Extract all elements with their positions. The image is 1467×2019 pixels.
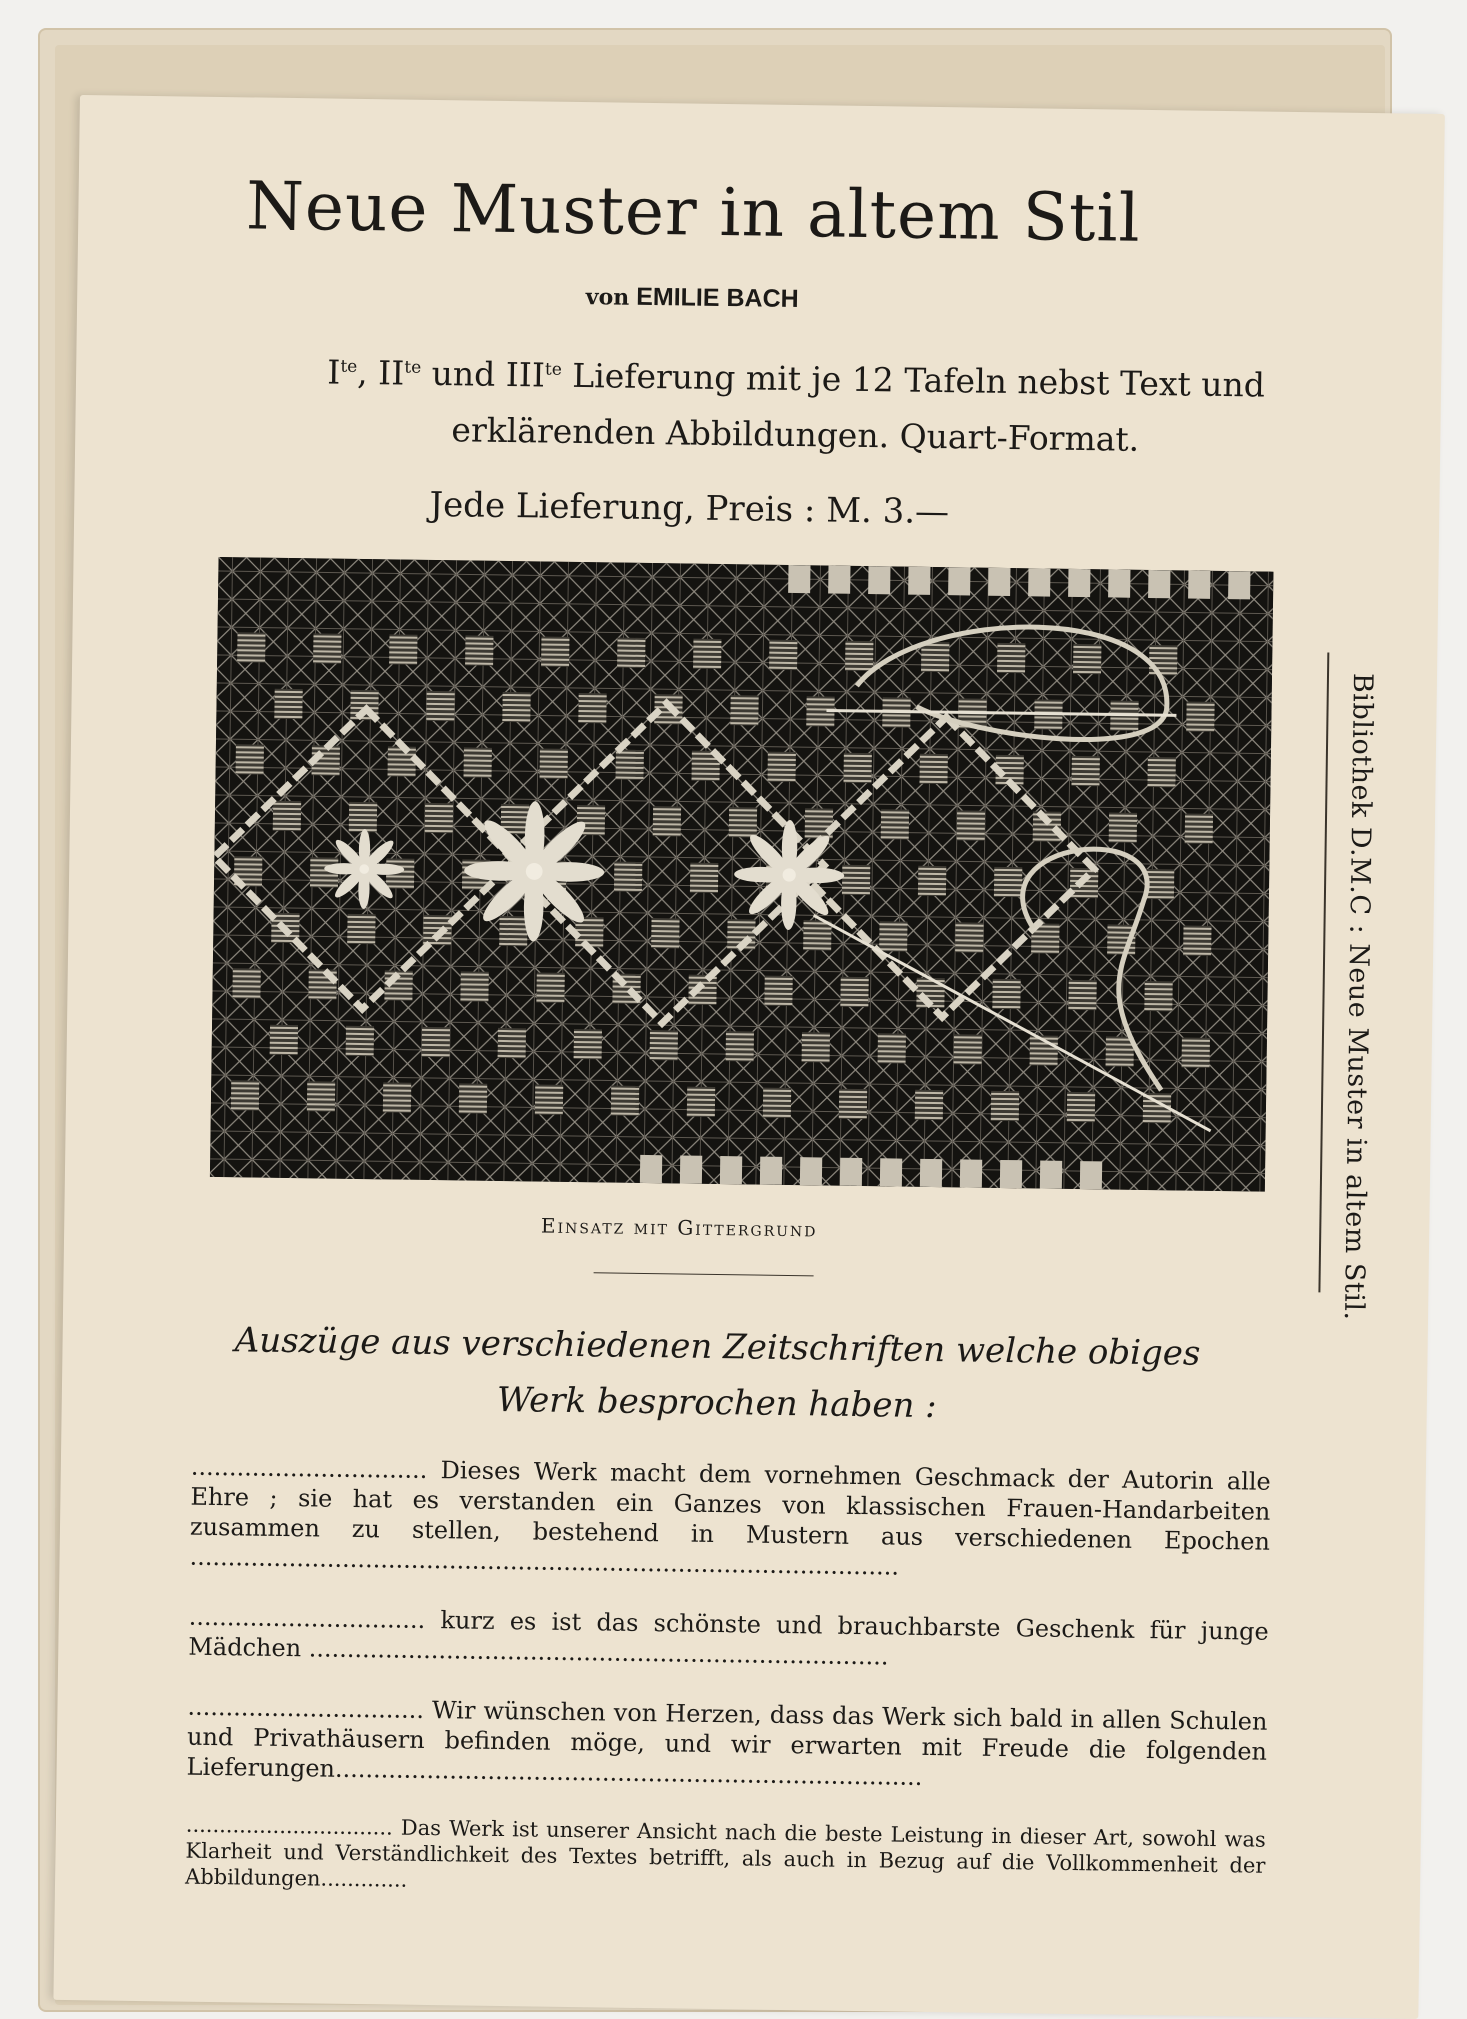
woven-block [687,1087,715,1117]
edge-block [948,567,970,595]
delivery-numeral-2: II [378,353,405,392]
woven-block [502,692,530,722]
woven-block [919,754,947,784]
woven-block [499,916,527,946]
edge-block [880,1158,902,1186]
woven-block [273,801,301,831]
woven-block [690,863,718,893]
woven-block [425,803,453,833]
woven-block [763,1088,791,1118]
edge-block [1228,571,1250,599]
woven-block [346,1026,374,1056]
woven-block [464,747,492,777]
woven-block [1186,702,1214,732]
side-running-title [1318,652,1389,1293]
woven-block [1109,812,1137,842]
separator-rule [594,1272,814,1276]
woven-block [1106,1036,1134,1066]
woven-block [651,918,679,948]
woven-block [992,979,1020,1009]
edge-block [760,1157,782,1185]
edge-block [1028,568,1050,596]
review-excerpt: ............................... kurz es ist das schönste und brauchbarste Geschenk für junge Mädchen ............................................................................ [188,1602,1269,1677]
woven-block [997,643,1025,673]
woven-block [460,971,488,1001]
woven-block [994,867,1022,897]
author-name: EMILIE BACH [636,283,799,313]
edge-block [1040,1161,1062,1189]
woven-block [426,691,454,721]
edge-block [960,1159,982,1187]
woven-block [574,1029,602,1059]
woven-block [1146,869,1174,899]
woven-block [839,1089,867,1119]
edge-block [1068,569,1090,597]
woven-block [1182,1037,1210,1067]
woven-block [1149,645,1177,675]
book-page [53,95,1444,2019]
edge-block [1108,569,1130,597]
woven-block [231,1080,259,1110]
woven-block [1147,757,1175,787]
woven-block [388,746,416,776]
woven-block [540,748,568,778]
edge-block [1080,1161,1102,1189]
woven-block [459,1083,487,1113]
delivery-numeral-1: I [327,352,341,391]
woven-block [957,810,985,840]
woven-block [465,635,493,665]
woven-block [535,1084,563,1114]
edge-block [1148,570,1170,598]
woven-block [617,638,645,668]
delivery-numeral-3: III [506,355,546,395]
side-title-text: Bibliothek D.M.C : Neue Muster in altem Stil. [1338,673,1378,1321]
woven-block [954,1034,982,1064]
woven-block [842,865,870,895]
woven-block [1183,925,1211,955]
delivery-suffix-2: te [404,358,421,378]
woven-block [650,1030,678,1060]
woven-block [1144,981,1172,1011]
delivery-connector: und [431,354,495,394]
woven-block [1073,644,1101,674]
edge-block [800,1157,822,1185]
woven-block [274,689,302,719]
lace-pattern-illustration [210,557,1274,1192]
delivery-description: $I^{te}$, $II^{te}$ und $III^{te}$ Lieferung mit je 12 Tafeln nebst Text und erklärenden Abbildungen. Quart-Format. [250,337,1342,470]
woven-block [307,1081,335,1111]
woven-block [1185,813,1213,843]
edge-block [988,568,1010,596]
author-prefix: von [586,284,630,311]
edge-block [1000,1160,1022,1188]
woven-block [615,750,643,780]
woven-block [729,807,757,837]
woven-block [232,968,260,998]
review-excerpt: ............................... Wir wünschen von Herzen, dass das Werk sich bald in allen Schulen und Privathäusern befinden möge, und wir erwarten mit Freude die folgenden Lieferungen............................................................................. [186,1692,1267,1797]
review-excerpts [185,1452,1271,1935]
woven-block [955,922,983,952]
woven-block [843,753,871,783]
woven-block [764,976,792,1006]
woven-block [769,640,797,670]
woven-block [236,744,264,774]
delivery-suffix-1: te [340,357,357,377]
woven-block [1071,756,1099,786]
edge-block [640,1155,662,1183]
page-title: Neue Muster in altem Stil [78,165,1309,259]
woven-block [536,972,564,1002]
woven-block [918,866,946,896]
woven-block [878,1033,906,1063]
woven-block [767,752,795,782]
woven-block [1068,980,1096,1010]
review-excerpt: ............................... Dieses Werk macht dem vornehmen Geschmack der Autorin alle Ehre ; sie hat es verstanden ein Ganzes von klassischen Frauen-Handarbeiten zusammen zu stellen, bestehend in Mustern aus verschiedenen Epochen ............................................................................................. [189,1452,1271,1587]
edge-block [680,1155,702,1183]
woven-block [614,862,642,892]
author-line [77,275,1307,321]
woven-block [422,1027,450,1057]
woven-block [726,1031,754,1061]
woven-block [879,921,907,951]
plate-caption: Einsatz mit Gittergrund [64,1207,1294,1248]
woven-block [389,634,417,664]
woven-block [347,914,375,944]
edge-block [828,565,850,593]
woven-block [578,693,606,723]
edge-block [1188,571,1210,599]
woven-block [693,639,721,669]
woven-block [921,642,949,672]
review-excerpt: ............................... Das Werk ist unserer Ansicht nach die beste Leistung in dieser Art, sowohl was Klarheit und Verständlichkeit des Textes betrifft, als auch in Bezug auf die Vollkommenheit der Abbildungen............. [185,1812,1266,1905]
woven-block [653,806,681,836]
woven-block [730,695,758,725]
woven-block [541,636,569,666]
woven-block [349,802,377,832]
woven-block [991,1091,1019,1121]
edge-block [868,566,890,594]
woven-block [840,977,868,1007]
woven-block [802,1032,830,1062]
woven-block [611,1086,639,1116]
delivery-suffix-3: te [545,360,562,380]
edge-block [720,1156,742,1184]
price-line: Jede Lieferung, Preis : M. 3.— [74,480,1304,537]
edge-block [908,567,930,595]
edge-block [788,565,810,593]
woven-block [845,641,873,671]
embroidery-plate-image [210,557,1274,1192]
edge-block [920,1159,942,1187]
woven-block [237,632,265,662]
reviews-heading: Auszüge aus verschiedenen Zeitschriften welche obiges Werk besprochen haben : [201,1312,1232,1438]
woven-block [1067,1092,1095,1122]
woven-block [881,809,909,839]
woven-block [915,1090,943,1120]
delivery-details: Lieferung mit je 12 Tafeln nebst Text und erklärenden Abbildungen. Quart-Format. [451,356,1265,459]
woven-block [803,920,831,950]
woven-block [498,1028,526,1058]
woven-block [313,633,341,663]
woven-block [270,1025,298,1055]
edge-block [840,1158,862,1186]
woven-block [383,1082,411,1112]
